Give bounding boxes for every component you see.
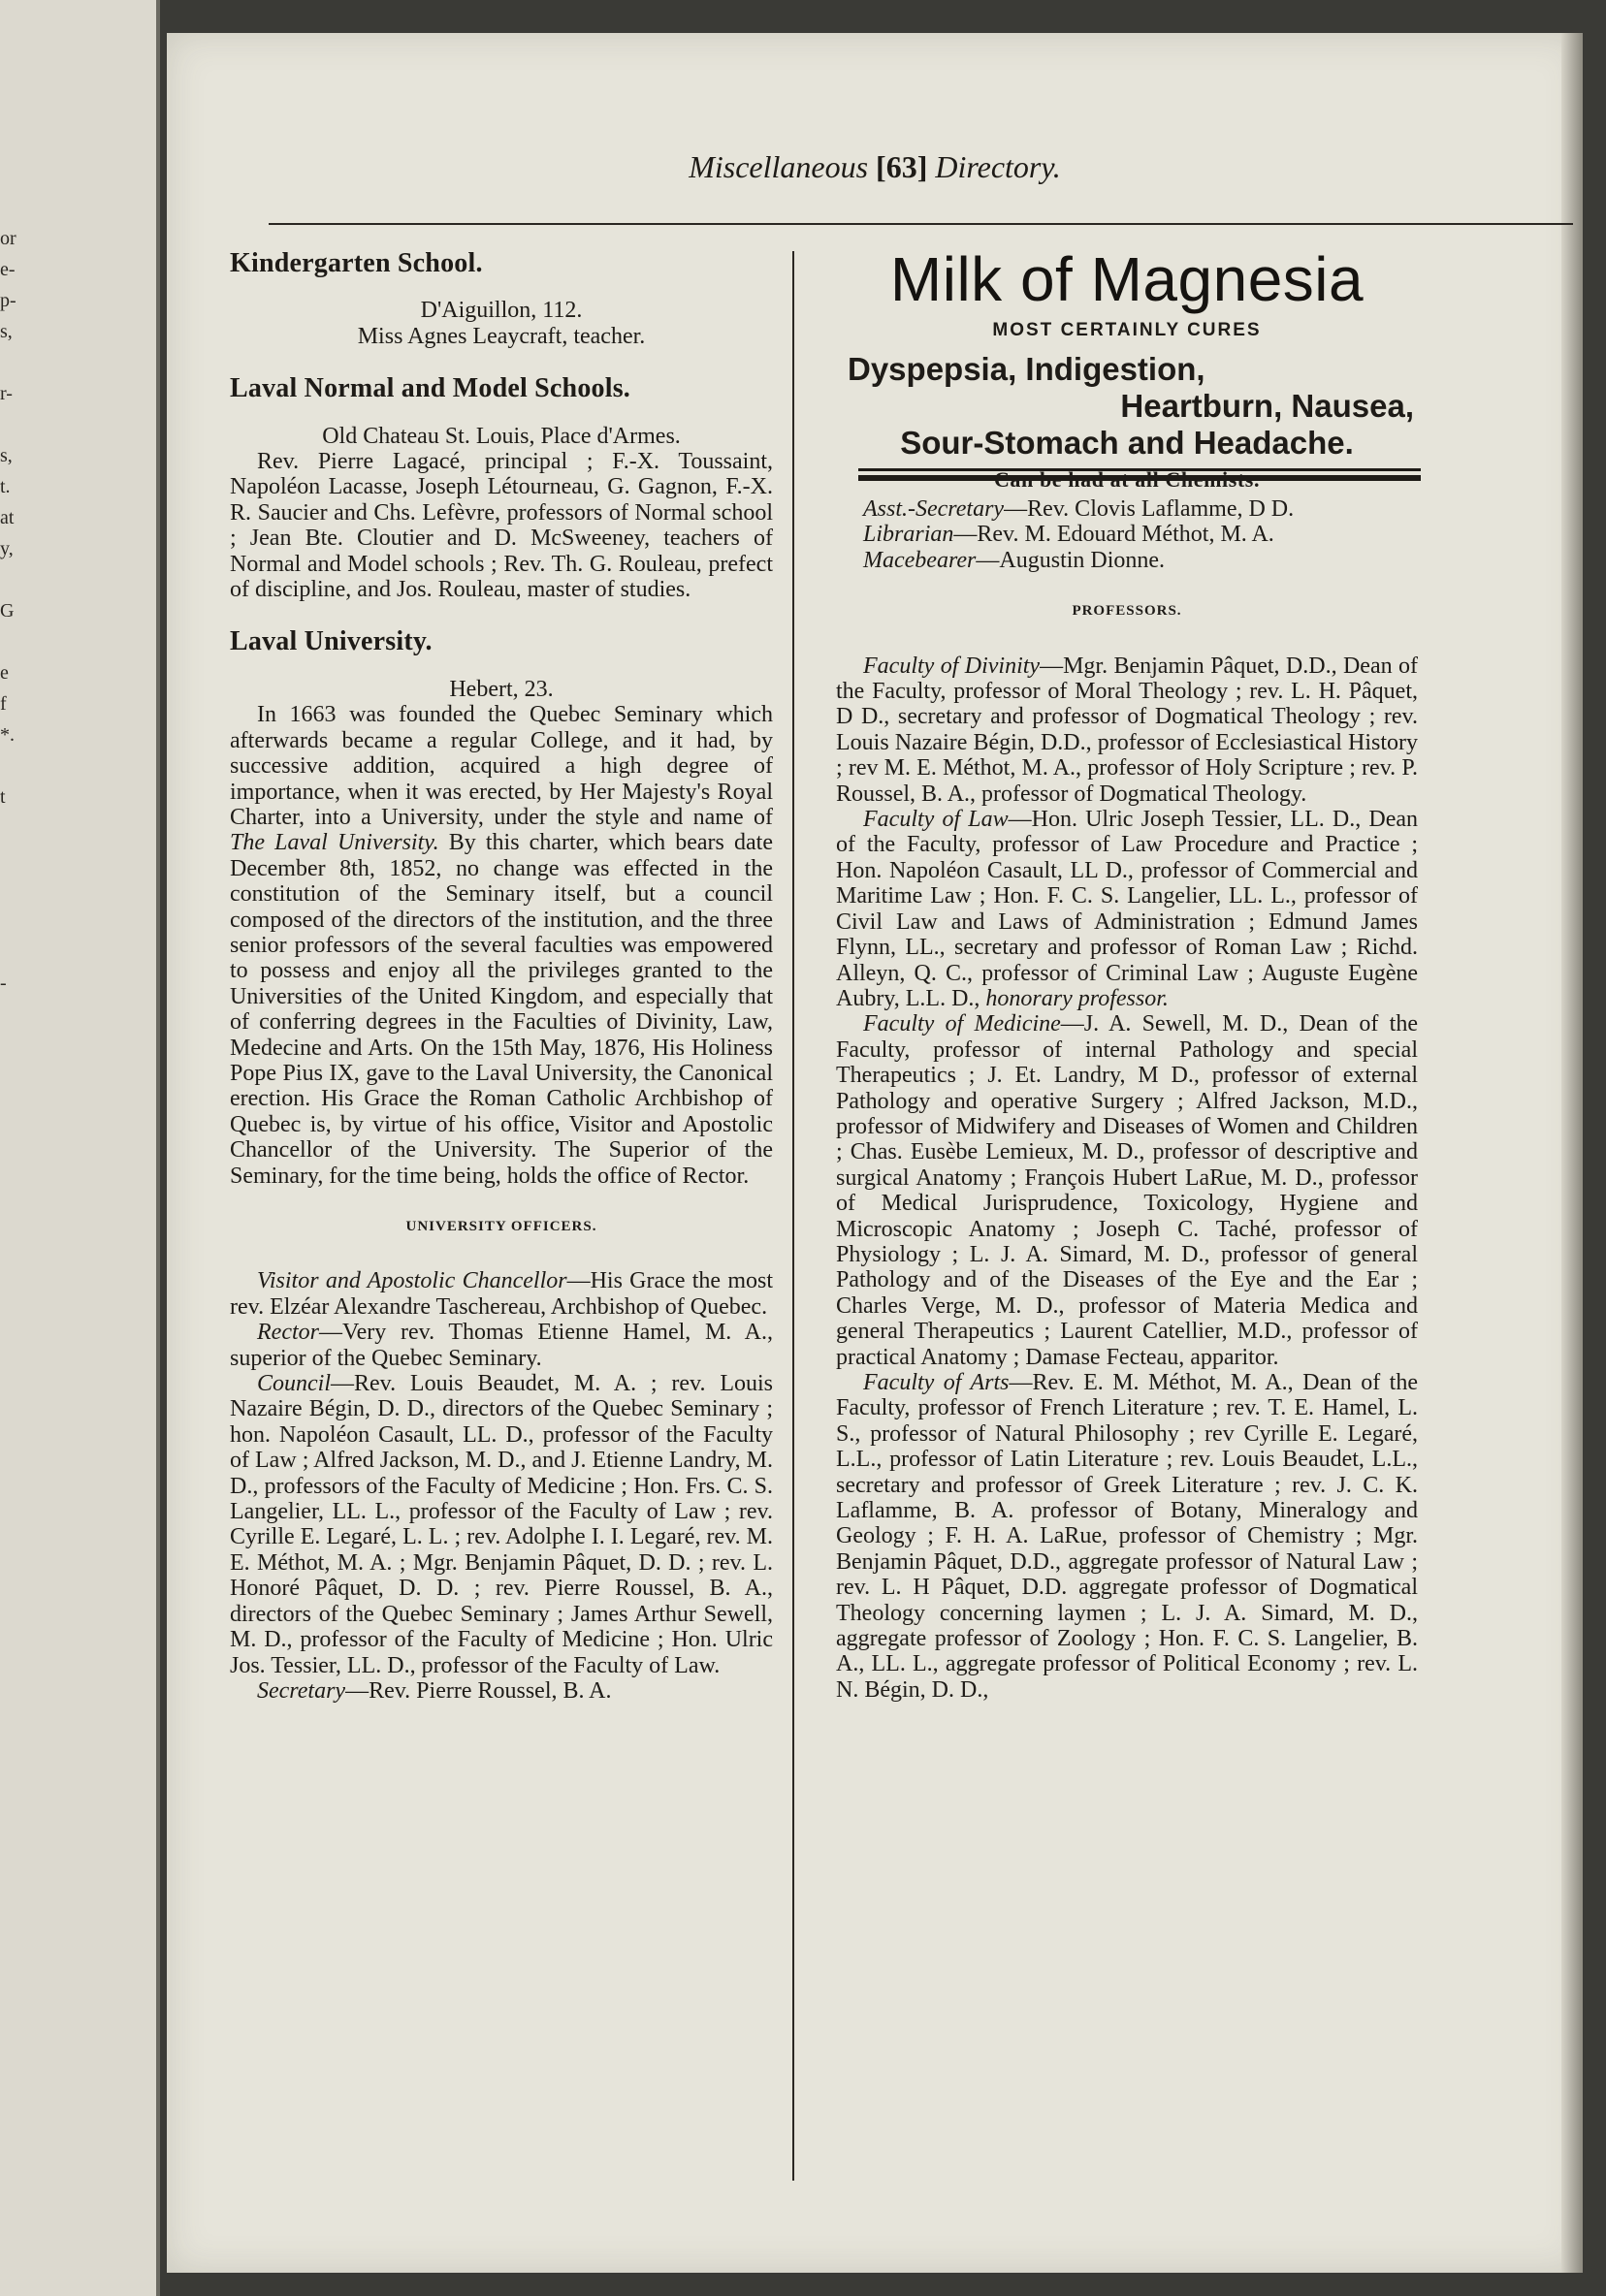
- librarian-text: —Rev. M. Edouard Méthot, M. A.: [953, 522, 1274, 548]
- previous-page-fragment: [0, 937, 19, 968]
- university-name-italic: The Laval University.: [230, 830, 439, 856]
- previous-page-fragment: s,: [0, 321, 13, 342]
- visitor-entry: [230, 1268, 773, 1320]
- previous-page-fragments: [0, 223, 19, 999]
- council-entry: [230, 1371, 773, 1678]
- librarian-label: Librarian: [863, 522, 954, 548]
- divinity-label: Faculty of Divinity: [863, 653, 1041, 679]
- normal-schools-staff: Rev. Pierre Lagacé, principal ; F.-X. Toussaint, Napoléon Lacasse, Joseph Létourneau, G. Gagnon, F.-X. R. Saucier and Chs. Lefèvre, professors of Normal school ; Jean Bte. Cloutier and D. McSweeney, teachers of Normal and Model schools ; Rev. Th. G. Rouleau, prefect of discipline, and Jos. Rouleau, master of studies.: [230, 449, 773, 603]
- advert-rule-thick: [858, 475, 1421, 481]
- normal-schools-heading: Laval Normal and Model Schools.: [230, 373, 631, 404]
- visitor-label: Visitor and Apostolic Chancellor: [257, 1268, 567, 1294]
- header-rule: [269, 223, 1573, 225]
- previous-page-fragment: [0, 626, 19, 657]
- advert-title: Milk of Magnesia: [889, 244, 1365, 314]
- page-number: [63]: [876, 149, 928, 184]
- advert-rule-thin: [858, 468, 1421, 471]
- previous-page-fragment: or: [0, 228, 16, 249]
- rector-text: —Very rev. Thomas Etienne Hamel, M. A., superior of the Quebec Seminary.: [230, 1320, 773, 1371]
- asst-secretary-label: Asst.-Secretary: [863, 496, 1005, 522]
- previous-page-fragment: [0, 409, 19, 440]
- asst-secretary-entry: [836, 496, 1418, 522]
- previous-page-fragment: [0, 906, 19, 937]
- macebearer-text: —Augustin Dionne.: [976, 547, 1166, 573]
- milk-of-magnesia-advert: [836, 244, 1418, 493]
- law-label: Faculty of Law: [863, 807, 1009, 833]
- officers-heading: UNIVERSITY OFFICERS.: [405, 1219, 597, 1234]
- normal-schools-address: Old Chateau St. Louis, Place d'Armes.: [322, 423, 681, 449]
- law-text: —Hon. Ulric Joseph Tessier, LL. D., Dean of the Faculty, professor of Law Procedure and Practice ; Hon. Napoléon Casault, LL D., professor of Commercial and Maritime Law ; Hon. F. C. S. Langelier, LL. L., professor of Civil Law and Laws of Administration ; Edmund James Flynn, LL., secretary and professor of Roman Law ; Richd. Alleyn, Q. C., professor of Criminal Law ; Auguste Eugène Aubry, L.L. D.,: [836, 807, 1419, 1011]
- university-history: [230, 702, 773, 1189]
- previous-page-fragment: f: [0, 693, 7, 715]
- advert-line-3: Sour-Stomach and Headache.: [900, 425, 1354, 461]
- council-label: Council: [257, 1371, 331, 1397]
- running-header: [167, 149, 1583, 185]
- macebearer-entry: [836, 548, 1418, 573]
- right-column: [836, 496, 1418, 1703]
- university-heading: Laval University.: [230, 626, 433, 657]
- secretary-text: —Rev. Pierre Roussel, B. A.: [345, 1677, 612, 1704]
- advert-line-2: Heartburn, Nausea,: [1120, 388, 1414, 424]
- previous-page-fragment: t: [0, 786, 6, 808]
- divinity-entry: [836, 654, 1418, 807]
- left-column: [230, 241, 773, 1704]
- header-title-right: Directory.: [935, 149, 1061, 184]
- previous-page-fragment: [0, 875, 19, 906]
- university-history-a: In 1663 was founded the Quebec Seminary which afterwards became a regular College, and it had, by successive addition, acquired a high degree of importance, when it was erected, by Her Majesty's Royal Charter, into a University, under the style and name of: [230, 702, 773, 830]
- previous-page-fragment: [0, 347, 19, 378]
- law-entry: [836, 807, 1418, 1011]
- kindergarten-address: D'Aiguillon, 112.: [420, 298, 583, 324]
- law-honorary: honorary professor.: [985, 985, 1169, 1011]
- page-gutter-shadow: [156, 0, 160, 2296]
- medicine-text: —J. A. Sewell, M. D., Dean of the Faculty, professor of internal Pathology and special Therapeutics ; J. Et. Landry, M D., professor of external Pathology and operative Surgery ; Alfred Jackson, M.D., professor of Midwifery and Diseases of Women and Children ; Chas. Eusèbe Lemieux, M. D., professor of descriptive and surgical Anatomy ; François Hubert LaRue, M. D., professor of Medical Jurisprudence, Toxicology, Hygiene and Microscopic Anatomy ; Joseph C. Taché, professor of Physiology ; L. J. A. Simard, M. D., professor of general Pathology and of the Diseases of the Eye and the Ear ; Charles Verge, M. D., professor of Materia Medica and general Therapeutics ; Laurent Catellier, M.D., professor of practical Anatomy ; Damase Fecteau, apparitor.: [836, 1011, 1418, 1370]
- rector-entry: [230, 1320, 773, 1371]
- librarian-entry: [836, 522, 1418, 547]
- previous-page-fragment: [0, 844, 19, 875]
- previous-page-fragment: G: [0, 600, 15, 622]
- previous-page-fragment: [0, 750, 19, 781]
- secretary-entry: [230, 1678, 773, 1704]
- previous-page-fragment: p-: [0, 290, 16, 311]
- previous-page-edge: [0, 0, 160, 2296]
- medicine-entry: [836, 1011, 1418, 1370]
- arts-label: Faculty of Arts: [863, 1370, 1010, 1395]
- medicine-label: Faculty of Medicine: [863, 1011, 1061, 1037]
- macebearer-label: Macebearer: [863, 547, 977, 573]
- arts-entry: [836, 1370, 1418, 1703]
- asst-secretary-text: —Rev. Clovis Laflamme, D D.: [1004, 496, 1295, 522]
- previous-page-fragment: y,: [0, 538, 14, 559]
- previous-page-fragment: at: [0, 507, 15, 528]
- previous-page-fragment: -: [0, 973, 7, 994]
- advert-line-1: Dyspepsia, Indigestion,: [848, 351, 1205, 387]
- advert-subtitle: MOST CERTAINLY CURES: [992, 320, 1262, 340]
- previous-page-fragment: t.: [0, 476, 11, 497]
- header-title-left: Miscellaneous: [689, 149, 869, 184]
- arts-text: —Rev. E. M. Méthot, M. A., Dean of the Faculty, professor of French Literature ; rev. T. E. Hamel, L. S., professor of Natural Philosophy ; rev Cyrille E. Legaré, L.L., professor of Latin Literature ; rev. Louis Beaudet, L.L., secretary and professor of Greek Literature ; rev. J. C. K. Laflamme, B. A. professor of Botany, Mineralogy and Geology ; F. H. A. LaRue, professor of Chemistry ; Mgr. Benjamin Pâquet, D.D., aggregate professor of Natural Law ; rev. L. H Pâquet, D.D. aggregate professor of Dogmatical Theology concerning laymen ; L. J. A. Simard, M. D., aggregate professor of Zoology ; Hon. F. C. S. Langelier, B. A., LL. L., aggregate professor of Political Economy ; rev. L. N. Bégin, D. D.,: [836, 1370, 1419, 1703]
- previous-page-fragment: [0, 813, 19, 844]
- divinity-text: —Mgr. Benjamin Pâquet, D.D., Dean of the Faculty, professor of Moral Theology ; rev. L. H. Pâquet, D D., secretary and professor of Dogmatical Theology ; rev. Louis Nazaire Bégin, D.D., professor of Ecclesiastical History ; rev M. E. Méthot, M. A., professor of Holy Scripture ; rev. P. Roussel, B. A., professor of Dogmatical Theology.: [836, 653, 1419, 807]
- previous-page-fragment: e: [0, 662, 9, 684]
- previous-page-fragment: r-: [0, 383, 13, 404]
- council-text: —Rev. Louis Beaudet, M. A. ; rev. Louis Nazaire Bégin, D. D., directors of the Quebec Seminary ; hon. Napoléon Casault, LL. D., professor of the Faculty of Law ; Alfred Jackson, M. D., and J. Etienne Landry, M. D., professors of the Faculty of Medicine ; Hon. Frs. C. S. Langelier, LL. L., professor of the Faculty of Law ; rev. Cyrille E. Legaré, L. L. ; rev. Adolphe I. I. Legaré, rev. M. E. Méthot, M. A. ; Mgr. Benjamin Pâquet, D. D. ; rev. L. Honoré Pâquet, D. D. ; rev. Pierre Roussel, B. A., directors of the Quebec Seminary ; James Arthur Sewell, M. D., professor of the Faculty of Medicine ; Hon. Ulric Jos. Tessier, LL. D., professor of the Faculty of Law.: [230, 1371, 773, 1678]
- university-address: Hebert, 23.: [449, 676, 554, 702]
- previous-page-fragment: [0, 564, 19, 595]
- column-divider: [792, 251, 794, 2181]
- university-history-b: By this charter, which bears date December 8th, 1852, no change was effected in the constitution of the Seminary itself, but a council composed of the directors of the institution, and the three senior professors of the several faculties was empowered to possess and enjoy all the privileges granted to the Universities of the United Kingdom, and especially that of conferring degrees in the Faculties of Divinity, Law, Medecine and Arts. On the 15th May, 1876, His Holiness Pope Pius IX, gave to the Laval University, the Canonical erection. His Grace the Roman Catholic Archbishop of Quebec is, by virtue of his office, Visitor and Apostolic Chancellor of the University. The Superior of the Seminary, for the time being, holds the office of Rector.: [230, 830, 773, 1189]
- visitor-text: —His Grace the most rev. Elzéar Alexandre Taschereau, Archbishop of Quebec.: [230, 1268, 773, 1320]
- page-right-edge: [1561, 33, 1583, 2273]
- previous-page-fragment: s,: [0, 445, 13, 466]
- kindergarten-teacher: Miss Agnes Leaycraft, teacher.: [357, 323, 646, 349]
- rector-label: Rector: [257, 1320, 319, 1346]
- kindergarten-heading: Kindergarten School.: [230, 248, 483, 278]
- previous-page-fragment: e-: [0, 259, 16, 280]
- professors-heading: PROFESSORS.: [1072, 603, 1182, 620]
- previous-page-fragment: *.: [0, 724, 15, 746]
- secretary-label: Secretary: [257, 1677, 346, 1704]
